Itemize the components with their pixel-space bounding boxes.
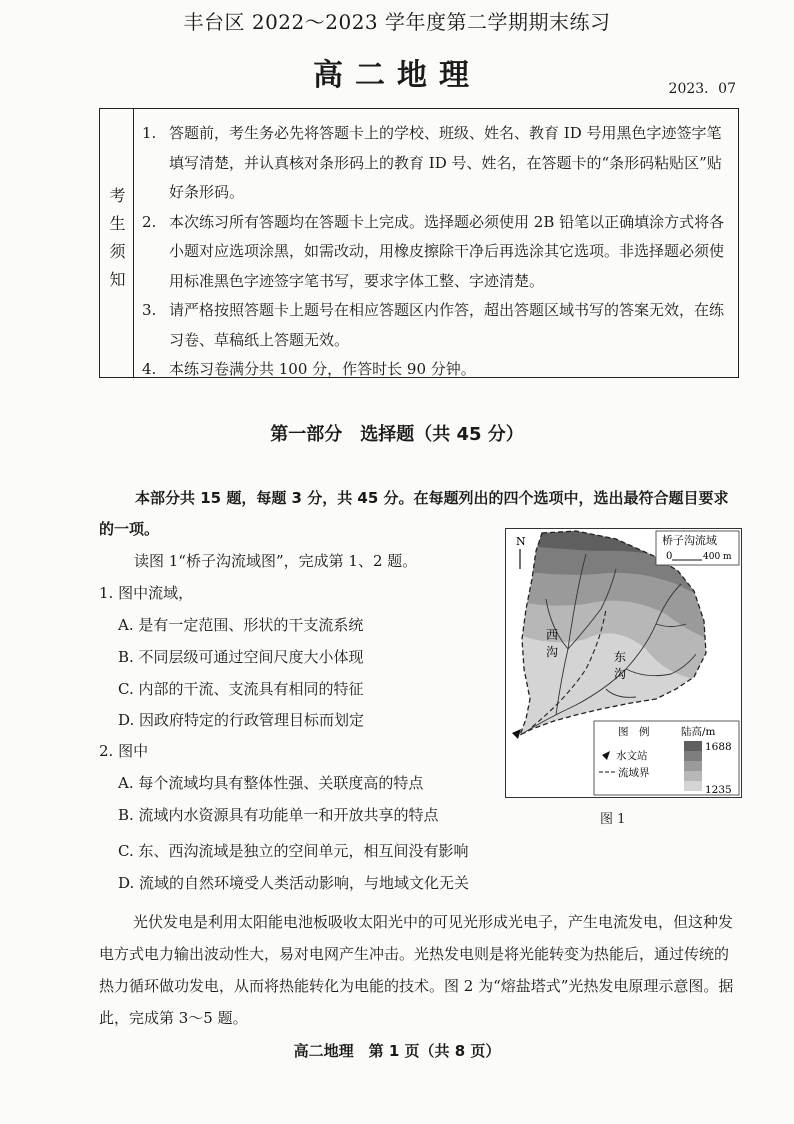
question-2-stem: 2. 图中: [99, 742, 149, 760]
legend-elevation-max: 1688: [705, 741, 732, 753]
scale-zero: 0: [666, 551, 673, 562]
map-title: 桥子沟流域: [662, 534, 717, 547]
west-gully-label-char: 西: [546, 628, 559, 642]
north-label: N: [516, 535, 526, 548]
legend-station-label: 水文站: [616, 750, 648, 762]
question-2-option-d: D. 流域的自然环境受人类活动影响，与地域文化无关: [118, 874, 470, 892]
notice-item: [142, 355, 730, 385]
exam-title: 丰台区 2022～2023 学年度第二学期期末练习: [183, 10, 611, 34]
notice-item-number: 4.: [142, 360, 157, 378]
hydrologic-station-marker: [512, 729, 521, 739]
page-footer: 高二地理 第 1 页（共 8 页）: [293, 1042, 501, 1060]
question-1-option-b: B. 不同层级可通过空间尺度大小体现: [118, 648, 364, 666]
legend-title: 图 例: [618, 726, 650, 738]
notice-label: 考生须知: [107, 187, 126, 299]
notice-item-number: 1.: [142, 124, 157, 142]
elevation-ramp: [684, 741, 702, 791]
question-1-option-d: D. 因政府特定的行政管理目标而划定: [118, 711, 365, 729]
east-gully-label-char: 东: [614, 650, 627, 664]
notice-item: [142, 119, 730, 208]
question-2-option-b: B. 流域内水资源具有功能单一和开放共享的特点: [118, 806, 439, 824]
east-gully-label-char: 沟: [614, 667, 627, 681]
reading-prompt: 读图 1“桥子沟流域图”，完成第 1、2 题。: [134, 552, 418, 570]
notice-item-text: 答题前，考生务必先将答题卡上的学校、班级、姓名、教育 ID 号用黑色字迹签字笔填写清楚，并认真核对条形码上的教育 ID 号、姓名，在答题卡的“条形码粘贴区”贴好条形码。: [169, 124, 722, 201]
passage: 光伏发电是利用太阳能电池板吸收太阳光中的可见光形成光电子，产生电流发电，但这种发电方式电力输出波动性大，易对电网产生冲击。光热发电则是将光能转变为热能后，通过传统的热力循环做功发电，从而将热能转化为电能的技术。图 2 为“熔盐塔式”光热发电原理示意图。据此，完成第 3～5 题。: [99, 913, 734, 1027]
elevation-ramp-swatch: [684, 771, 702, 781]
exam-date: 2023．07: [668, 81, 736, 97]
notice-box: [99, 108, 739, 378]
question-2-option-a: A. 每个流域均具有整体性强、关联度高的特点: [118, 774, 424, 792]
notice-item-number: 2.: [142, 212, 157, 231]
notice-item-text: 请严格按照答题卡上题号在相应答题区内作答，超出答题区域书写的答案无效，在练习卷、草稿纸上答题无效。: [169, 301, 725, 349]
notice-item: [142, 208, 730, 297]
subject-title: 高二地理: [313, 58, 481, 93]
scale-label: 400 m: [703, 552, 732, 562]
figure-1-map: [505, 528, 742, 798]
elevation-ramp-swatch: [684, 741, 702, 751]
section-intro: 本部分共 15 题，每题 3 分，共 45 分。在每题列出的四个选项中，选出最符合题目要求的一项。: [99, 489, 729, 538]
west-gully-label-char: 沟: [546, 645, 559, 659]
question-1-option-a: A. 是有一定范围、形状的干支流系统: [118, 616, 364, 634]
notice-label-cell: [100, 109, 134, 377]
notice-item-number: 3.: [142, 301, 157, 319]
question-2-option-c: C. 东、西沟流域是独立的空间单元，相互间没有影响: [118, 842, 469, 860]
notice-item-text: 本次练习所有答题均在答题卡上完成。选择题必须使用 2B 铅笔以正确填涂方式将各小题对应选项涂黑，如需改动，用橡皮擦除干净后再选涂其它选项。非选择题必须使用标准黑色字迹签字笔书写，要求字体工整、字迹清楚。: [169, 212, 725, 290]
legend-elevation-min: 1235: [705, 784, 732, 796]
watershed-map-svg: [506, 529, 741, 797]
question-1-option-c: C. 内部的干流、支流具有相同的特征: [118, 680, 364, 698]
legend-boundary-label: 流域界: [618, 767, 650, 779]
elevation-ramp-swatch: [684, 761, 702, 771]
elevation-ramp-swatch: [684, 751, 702, 761]
question-1-stem: 1. 图中流域，: [99, 584, 194, 602]
section-heading: 第一部分 选择题（共 45 分）: [270, 424, 524, 445]
notice-list: [142, 119, 730, 385]
notice-item-text: 本练习卷满分共 100 分，作答时长 90 分钟。: [169, 360, 476, 378]
elevation-ramp-swatch: [684, 781, 702, 791]
notice-item: [142, 296, 730, 355]
figure-1-caption: 图 1: [600, 812, 626, 827]
legend-elevation-title: 陆高/m: [681, 726, 716, 738]
